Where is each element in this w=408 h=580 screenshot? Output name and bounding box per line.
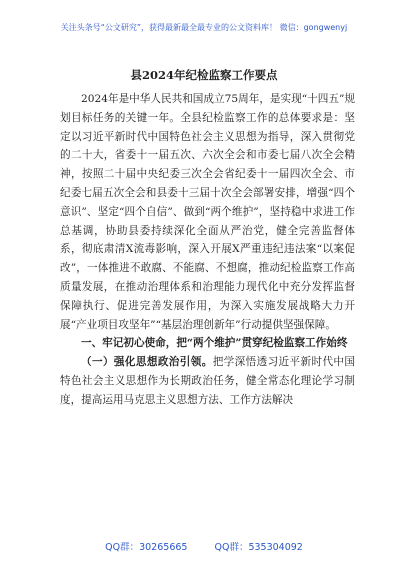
intro-paragraph: 2024年是中华人民共和国成立75周年，是实现“十四五”规划目标任务的关键一年。全县纪检监察工作的总体要求是：坚定以习近平新时代中国特色社会主义思想为指导，深入贯彻党的二十大，省委十一届五次、六次全会和市委七届八次全会精神，按照二十届中央纪委三次全会省纪委十一届四次全会、市纪委七届五次全会和县委十三届十次全会部署安排，增强“四个意识”、坚定“四个自信”、做到“两个维护”，坚持稳中求进工作总基调，协助县委持续深化全面从严治党，健全完善监督体系，彻底肃清X流毒影响，深入开展X严重违纪违法案“以案促改”，一体推进不敢腐、不能腐、不想腐，推动纪检监察工作高质量发展，在推动治理体系和治理能力现代化中充分发挥监督保障执行、促进完善发展作用，为深入实施发展战略大力开展“产业项目攻坚年”“基层治理创新年”行动提供坚强保障。 — [60, 93, 355, 331]
subsection-heading: （一）强化思想政治引领。 — [81, 356, 213, 369]
document-body — [60, 90, 355, 410]
qq-group-2: QQ群：535304092 — [214, 542, 303, 553]
document-title: 县2024年纪检监察工作要点 — [130, 68, 278, 82]
subsection-paragraph — [60, 353, 355, 409]
promo-banner: 关注头条号“公文研究”，获得最新最全最专业的公文资料库！ 微信：gongwenyj — [60, 23, 348, 32]
qq-footer — [0, 539, 408, 553]
section-heading: 一、牢记初心使命，把“两个维护”贯穿纪检监察工作始终 — [81, 337, 348, 350]
qq-group-1: QQ群：30265665 — [105, 542, 188, 553]
subsection-text: 把学深悟透习近平新时代中国特色社会主义思想作为长期政治任务，健全常态化理论学习制度，提高运用马克思主义思想方法、工作方法解决 — [60, 356, 355, 406]
